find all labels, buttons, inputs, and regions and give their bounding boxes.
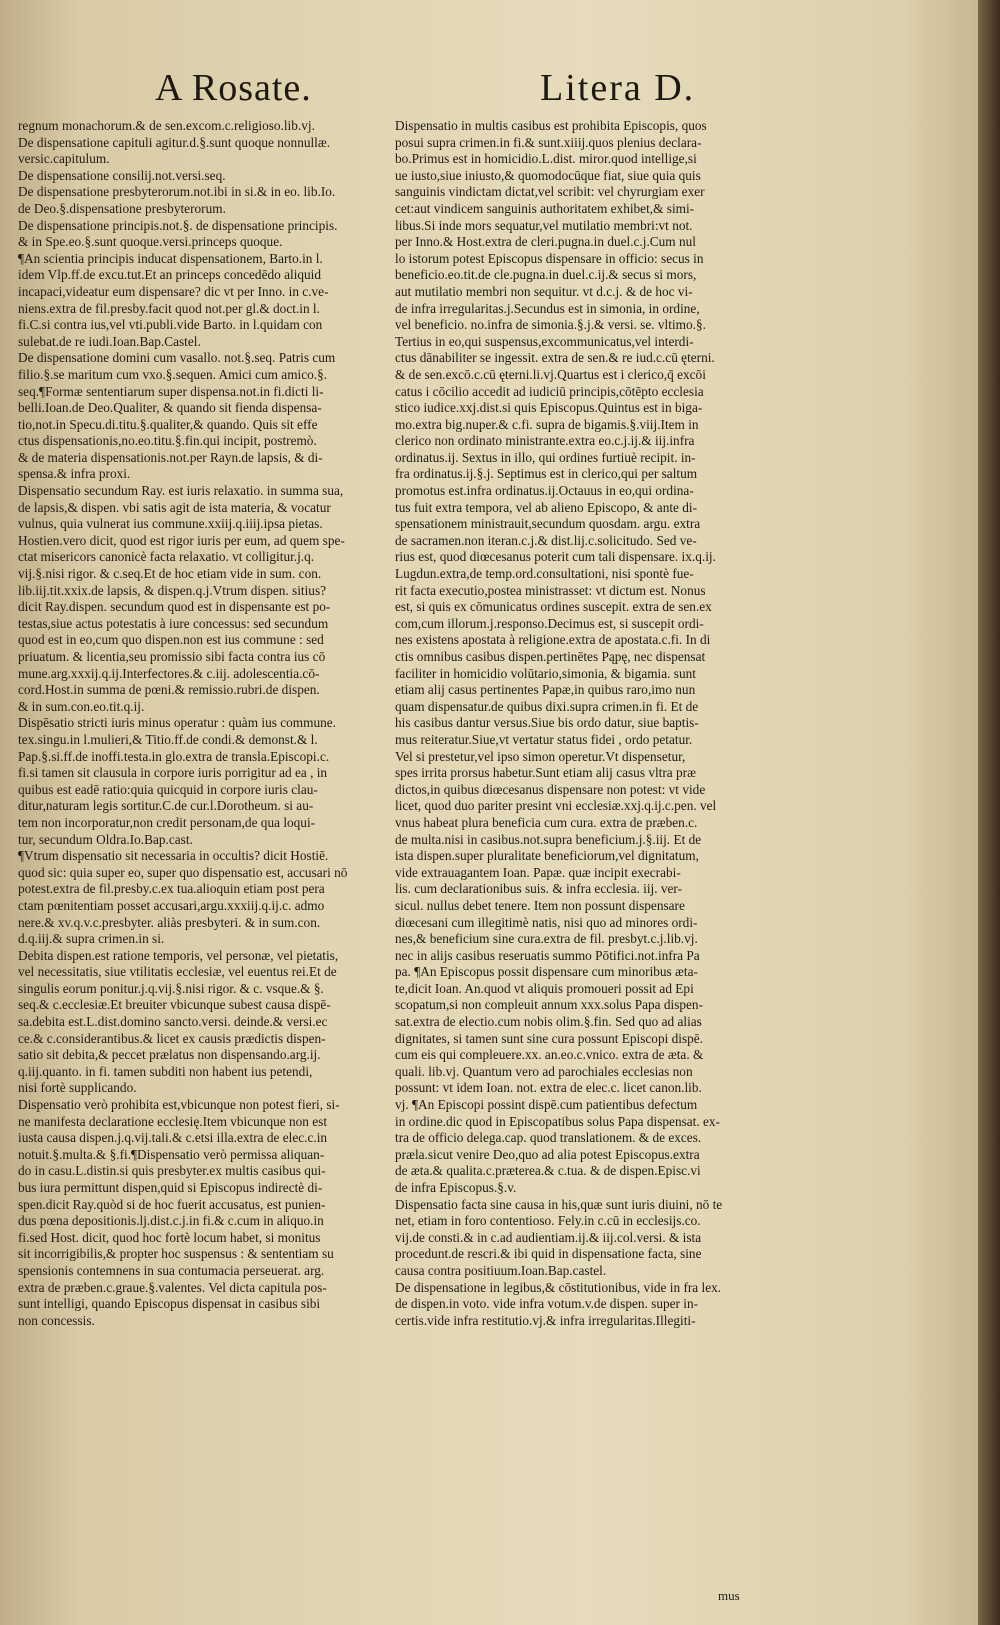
text-line: nes existens apostata à religione.extra de apostata.c.fi. In di — [395, 632, 711, 648]
right-text-column — [395, 118, 813, 1329]
text-line: priuatum. & licentia,seu promissio sibi facta contra ius cō — [18, 649, 326, 664]
text-line: Dispensatio facta sine causa in his,quæ sunt iuris diuini, nō te — [395, 1196, 723, 1212]
header-left-title: A Rosate. — [155, 67, 312, 109]
text-line: nec in alijs casibus reseruatis summo Pōtifici.not.infra Pa — [395, 947, 700, 963]
text-line: net, etiam in foro contentioso. Fely.in c.cū in ecclesijs.co. — [395, 1213, 701, 1229]
text-line: de Deo.§.dispensatione presbyterorum. — [18, 200, 226, 216]
text-line: quali. lib.vj. Quantum vero ad parochiales ecclesias non — [395, 1063, 693, 1079]
text-line: de sacramen.non iteran.c.j.& dist.lij.c.solicitudo. Sed ve- — [395, 532, 697, 548]
text-line: ctus dānabiliter se ingessit. extra de sen.& re iud.c.cū ęterni. — [395, 350, 715, 366]
text-line: stico iudice.xxj.dist.si quis Episcopus.Quintus est in biga- — [395, 400, 703, 416]
text-line: ¶An scientia principis inducat dispensationem, Barto.in l. — [18, 250, 323, 266]
text-line: sanguinis vindictam dictat,vel scribit: vel chyrurgiam exer — [395, 184, 705, 200]
text-line: quam dispensatur.de quibus dixi.supra crimen.in fi. Et de — [395, 698, 699, 714]
text-line: in ordine.dic quod in Episcopatibus solus Papa dispensat. ex- — [395, 1113, 720, 1129]
text-line: Pap.§.si.ff.de inoffi.testa.in glo.extra de transla.Episcopi.c. — [18, 748, 330, 764]
text-line: & in Spe.eo.§.sunt quoque.versi.princeps quoque. — [18, 234, 283, 250]
text-line: Dispensatio secundum Ray. est iuris relaxatio. in summa sua, — [18, 483, 344, 499]
text-line: nisi fortè supplicando. — [18, 1080, 137, 1096]
text-line: beneficio.eo.tit.de cle.pugna.in duel.c.ij.& secus si mors, — [395, 267, 697, 283]
text-line: Vel si prestetur,vel ipso simon operetur.Vt dispensetur, — [395, 748, 686, 764]
text-line: non concessis. — [18, 1312, 95, 1328]
text-line: de lapsis,& dispen. vbi satis agit de ista materia, & vocatur — [18, 499, 331, 515]
text-line: incapaci,videatur eum dispensare? dic vt per Inno. in c.ve- — [18, 283, 329, 299]
text-line: spensa.& infra proxi. — [18, 466, 131, 482]
text-line: Lugdun.extra,de temp.ord.consultationi, nisi spontè fue- — [395, 566, 694, 582]
text-line: versic.capitulum. — [18, 151, 110, 167]
text-line: ista dispen.super pluralitate beneficiorum,vel dignitatum, — [395, 848, 699, 864]
text-line: De dispensatione presbyterorum.not.ibi in si.& in eo. lib.Io. — [18, 184, 336, 200]
text-line: potest.extra de fil.presby.c.ex tua.alioquin etiam post pera — [18, 881, 325, 897]
text-line: bus iura permittunt dispen,quid si Episcopus indirectè di- — [18, 1180, 323, 1195]
text-line: vij.§.nisi rigor. & c.seq.Et de hoc etiam vide in sum. con. — [18, 566, 322, 582]
text-line: cord.Host.in summa de pœni.& remissio.rubri.de dispen. — [18, 682, 320, 698]
text-line: spen.dicit Ray.quòd si de hoc fuerit accusatus, est punien- — [18, 1196, 326, 1212]
text-line: De dispensatione in legibus,& cōstitutionibus, vide in fra lex. — [395, 1279, 722, 1295]
text-line: sunt intelligi, quando Episcopus dispensat in casibus sibi — [18, 1296, 321, 1312]
text-line: vel necessitatis, siue vtilitatis ecclesiæ, vel euentus rei.Et de — [18, 964, 337, 980]
text-line: posui supra crimen.in fi.& sunt.xiiij.quos plenius declara- — [395, 134, 702, 150]
text-line: satio sit debita,& peccet prælatus non dispensando.arg.ij. — [18, 1047, 321, 1063]
text-line: tus fuit extra tempora, vel ab alieno Episcopo, & ante di- — [395, 499, 698, 515]
text-line: d.q.iij.& supra crimen.in si. — [18, 931, 165, 947]
text-line: extra de præben.c.graue.§.valentes. Vel dicta capitula pos- — [18, 1279, 327, 1295]
text-line: vel beneficio. no.infra de simonia.§.j.& versi. se. vltimo.§. — [395, 317, 706, 333]
text-line: certis.vide infra restitutio.vj.& infra irregularitas.Illegiti- — [395, 1312, 696, 1328]
text-line: mo.extra big.nuper.& c.fi. supra de bigamis.§.viij.Item in — [395, 416, 699, 432]
text-line: ordinatus.ij. Sextus in illo, qui ordines furtiuè recipit. in- — [395, 449, 696, 465]
text-line: lib.iij.tit.xxix.de lapsis, & dispen.q.j.Vtrum dispen. sitius? — [18, 582, 327, 598]
text-line: De dispensatione domini cum vasallo. not.§.seq. Patris cum — [18, 350, 336, 366]
text-line: ctis omnibus casibus dispen.pertinētes Pąpę, nec dispensat — [395, 649, 706, 664]
text-line: fra ordinatus.ij.§.j. Septimus est in clerico,qui per saltum — [395, 466, 698, 482]
book-edge — [978, 0, 1000, 1625]
text-line: lo istorum potest Episcopus dispensare in officio: secus in — [395, 250, 704, 266]
text-line: tio,not.in Specu.di.titu.§.qualiter,& quando. Quis sit effe — [18, 416, 318, 432]
left-text-column — [18, 118, 396, 1329]
text-line: mune.arg.xxxij.q.ij.Interfectores.& c.iij. adolescentia.cō- — [18, 665, 320, 681]
text-line: sit incorrigibilis,& propter hoc suspensus : & sententiam su — [18, 1246, 334, 1262]
text-line: Hostien.vero dicit, quod est rigor iuris per eum, ad quem spe- — [18, 532, 345, 548]
text-line: nere.& xv.q.v.c.presbyter. aliàs presbyteri. & in sum.con. — [18, 914, 321, 930]
text-line: ctat misericors canonicè facta relaxatio. vt colligitur.j.q. — [18, 549, 315, 565]
text-line: de dispen.in voto. vide infra votum.v.de dispen. super in- — [395, 1296, 699, 1312]
text-line: singulis eorum ponitur.j.q.vij.§.nisi rigor. & c. vsque.& §. — [18, 980, 324, 996]
text-line: mus reiteratur.Siue,vt vertatur status fidei , ordo petatur. — [395, 731, 693, 747]
text-line: rit facta executio,postea ministrasset: vt dictum est. Nonus — [395, 582, 706, 598]
text-line: tem non incorporatur,non credit personam,de qua loqui- — [18, 814, 316, 830]
text-line: regnum monachorum.& de sen.excom.c.religioso.lib.vj. — [18, 118, 315, 133]
text-line: fi.C.si contra ius,vel vti.publi.vide Barto. in l.quidam con — [18, 317, 323, 333]
text-line: de infra irregularitas.j.Secundus est in simonia, in ordine, — [395, 300, 700, 316]
text-line: Debita dispen.est ratione temporis, vel personæ, vel pietatis, — [18, 947, 339, 963]
text-line: clerico non ordinato ministrante.extra eo.c.j.ij.& iij.infra — [395, 433, 695, 449]
text-line: spensionis contemnens in sua contumacia perseuerat. arg. — [18, 1262, 325, 1278]
text-line: scopatum,si non compleuit annum xxx.solus Papa dispen- — [395, 997, 704, 1013]
text-line: De dispensatione consilij.not.versi.seq. — [18, 167, 226, 183]
text-line: sulebat.de re iudi.Ioan.Bap.Castel. — [18, 333, 201, 349]
text-line: sicul. nullus debet tenere. Item non possunt dispensare — [395, 897, 685, 913]
text-line: ce.& c.considerantibus.& licet ex causis prædictis dispen- — [18, 1030, 326, 1046]
text-line: & in sum.con.eo.tit.q.ij. — [18, 698, 145, 714]
text-line: fi.si tamen sit clausula in corpore iuris porrigitur ad ea , in — [18, 765, 328, 781]
text-line: ¶Vtrum dispensatio sit necessaria in occultis? dicit Hostiē. — [18, 848, 329, 864]
text-line: Dispēsatio stricti iuris minus operatur : quàm ius commune. — [18, 715, 336, 731]
text-line: diœcesani cum illegitimè natis, nisi quo ad minores ordi- — [395, 914, 698, 930]
text-line: ue iusto,siue iniusto,& quomodocūque fiat, siue quia quis — [395, 167, 701, 183]
text-line: notuit.§.multa.& §.fi.¶Dispensatio verò permissa aliquan- — [18, 1146, 325, 1162]
text-line: de multa.nisi in casibus.not.supra beneficium.j.§.iij. Et de — [395, 831, 702, 847]
text-line: dignitates, si tamen sunt sine cura possunt Episcopi dispē. — [395, 1030, 704, 1046]
text-line: procedunt.de rescri.& ibi quid in dispensatione facta, sine — [395, 1246, 702, 1262]
text-line: vulnus, quia vulnerat ius commune.xxiij.q.iiij.ipsa pietas. — [18, 516, 323, 532]
text-line: fi.sed Host. dicit, quod hoc fortè locum habet, si monitus — [18, 1229, 321, 1245]
text-line: nes,& beneficium sine cura.extra de fil. presbyt.c.j.lib.vj. — [395, 931, 698, 947]
text-line: etiam alij casus pertinentes Papæ,in quibus raro,imo nun — [395, 682, 696, 698]
catchword: mus — [718, 1588, 740, 1603]
text-line: licet, quod duo pariter presint vni ecclesiæ.xxj.q.ij.c.pen. vel — [395, 798, 717, 814]
text-line: ctam pœnitentiam posset accusari,argu.xxxiij.q.ij.c. admo — [18, 897, 325, 913]
text-line: quibus est eadē ratio:quia quicquid in corpore iuris clau- — [18, 781, 318, 797]
text-line: ditur,naturam legis sortitur.C.de cur.l.Dorotheum. si au- — [18, 798, 314, 814]
text-line: belli.Ioan.de Deo.Qualiter, & quando sit fienda dispensa- — [18, 400, 322, 416]
text-line: præla.sicut venire Deo,quo ad alia potest Episcopus.extra — [395, 1146, 700, 1162]
text-line: filio.§.se maritum cum vxo.§.sequen. Amici cum amico.§. — [18, 366, 328, 382]
text-line: Tertius in eo,qui suspensus,excommunicatus,vel interdi- — [395, 333, 694, 349]
text-line: niens.extra de fil.presby.facit quod not.per gl.& doct.in l. — [18, 300, 320, 316]
text-line: his casibus dantur versus.Siue bis ordo datur, siue baptis- — [395, 715, 699, 731]
text-line: spensationem ministrauit,secundum quosdam. argu. extra — [395, 516, 701, 532]
text-line: bo.Primus est in homicidio.L.dist. miror.quod intellige,si — [395, 151, 697, 167]
text-line: Dispensatio verò prohibita est,vbicunque non potest fieri, si- — [18, 1097, 340, 1113]
text-line: est, si quis ex cōmunicatus ordines suscepit. extra de sen.ex — [395, 599, 712, 615]
text-line: tex.singu.in l.mulieri,& Titio.ff.de condi.& demonst.& l. — [18, 731, 318, 747]
text-line: quod sic: quia super eo, super quo dispensatio est, accusari nō — [18, 864, 348, 880]
text-line: dictos,in quibus diœcesanus dispensare non potest: vt vide — [395, 781, 706, 797]
text-line: idem Vlp.ff.de excu.tut.Et an princeps concedēdo aliquid — [18, 267, 322, 283]
text-line: & de materia dispensationis.not.per Rayn.de lapsis, & di- — [18, 449, 323, 465]
text-line: ne manifesta declaratione ecclesię.Item vbicunque non est — [18, 1113, 328, 1129]
text-line: per Inno.& Host.extra de cleri.pugna.in duel.c.j.Cum nul — [395, 234, 696, 250]
text-line: aut mutilatio membri non sequitur. vt d.c.j. & de hoc vi- — [395, 283, 693, 299]
text-line: seq.¶Formæ sententiarum super dispensa.not.in fi.dicti li- — [18, 383, 324, 399]
header-right-title: Litera D. — [540, 67, 696, 109]
text-line: vij.de consti.& in c.ad audientiam.ij.& iij.col.versi. & ista — [395, 1229, 702, 1245]
text-line: libus.Si inde mors sequatur,vel mutilatio membri:vt not. — [395, 217, 693, 233]
text-line: ctus dispensationis,no.eo.titu.§.fin.qui incipit, postremò. — [18, 433, 317, 449]
text-line: lis. cum declarationibus suis. & infra ecclesia. iij. ver- — [395, 881, 683, 897]
text-line: dicit Ray.dispen. secundum quod est in dispensante est po- — [18, 599, 331, 615]
text-line: De dispensatione capituli agitur.d.§.sunt quoque nonnullæ. — [18, 134, 331, 150]
text-line: rius est, quod diœcesanus poterit cum tali dispensare. ix.q.ij. — [395, 549, 716, 565]
text-line: tur, secundum Oldra.Io.Bap.cast. — [18, 831, 193, 847]
text-line: cum eis qui compleuere.xx. an.eo.c.vnico. extra de æta. & — [395, 1047, 704, 1063]
text-line: dus pœna depositionis.lj.dist.c.j.in fi.& c.cum in aliquo.in — [18, 1213, 324, 1229]
text-line: possunt: vt idem Ioan. not. extra de elec.c. licet canon.lib. — [395, 1080, 702, 1096]
text-line: testas,siue actus potestatis à iure concessus: sed secundum — [18, 615, 329, 631]
text-line: q.iij.quanto. in fi. tamen subditi non habent ius petendi, — [18, 1063, 313, 1079]
text-line: pa. ¶An Episcopus possit dispensare cum minoribus æta- — [395, 964, 698, 980]
text-line: sa.debita est.L.dist.domino sancto.versi. deinde.& versi.ec — [18, 1014, 328, 1030]
text-line: tra de officio delega.cap. quod translationem. & de exces. — [395, 1130, 702, 1146]
text-line: cet:aut vindicem sanguinis authoritatem exhibet,& simi- — [395, 200, 695, 216]
text-line: vnus habeat plura beneficia cum cura. extra de præben.c. — [395, 814, 698, 830]
running-header — [0, 66, 978, 116]
text-line: De dispensatione principis.not.§. de dispensatione principis. — [18, 217, 338, 233]
text-line: do in casu.L.distin.si quis presbyter.ex multis casibus qui- — [18, 1163, 326, 1179]
text-line: sat.extra de electio.cum nobis olim.§.fin. Sed quo ad alias — [395, 1014, 702, 1030]
text-line: & de sen.excō.c.cū ęterni.li.vj.Quartus est i clerico,q̄ excōi — [395, 366, 706, 382]
text-line: iusta causa dispen.j.q.vij.tali.& c.etsi illa.extra de elec.c.in — [18, 1130, 328, 1146]
text-line: Dispensatio in multis casibus est prohibita Episcopis, quos — [395, 118, 707, 133]
text-line: catus i cōcilio accedit ad iudiciū principis,cōtēpto ecclesia — [395, 383, 704, 399]
text-line: vj. ¶An Episcopi possint dispē.cum patientibus defectum — [395, 1097, 698, 1113]
text-line: com,cum illorum.j.responso.Decimus est, si suscepit ordi- — [395, 615, 704, 631]
text-line: causa contra positiuum.Ioan.Bap.castel. — [395, 1262, 607, 1278]
text-line: te,dicit Ioan. An.quod vt aliquis promoueri possit ad Epi — [395, 980, 694, 996]
text-line: faciliter in homicidio volūtario,simonia, & bigamia. sunt — [395, 665, 696, 681]
text-line: quod est in eo,cum quo dispen.non est ius commune : sed — [18, 632, 324, 648]
text-line: spes irrita prorsus habetur.Sunt etiam alij casus vltra præ — [395, 765, 696, 781]
text-line: de æta.& qualita.c.præterea.& c.tua. & de dispen.Episc.vi — [395, 1163, 701, 1179]
text-line: promotus est.infra ordinatus.ij.Octauus in eo,qui ordina- — [395, 483, 694, 499]
text-line: seq.& c.ecclesiæ.Et breuiter vbicunque subest causa dispē- — [18, 997, 331, 1013]
text-line: vide extrauagantem Ioan. Papæ. quæ incipit execrabi- — [395, 864, 681, 880]
text-line: de infra Episcopus.§.v. — [395, 1180, 517, 1195]
